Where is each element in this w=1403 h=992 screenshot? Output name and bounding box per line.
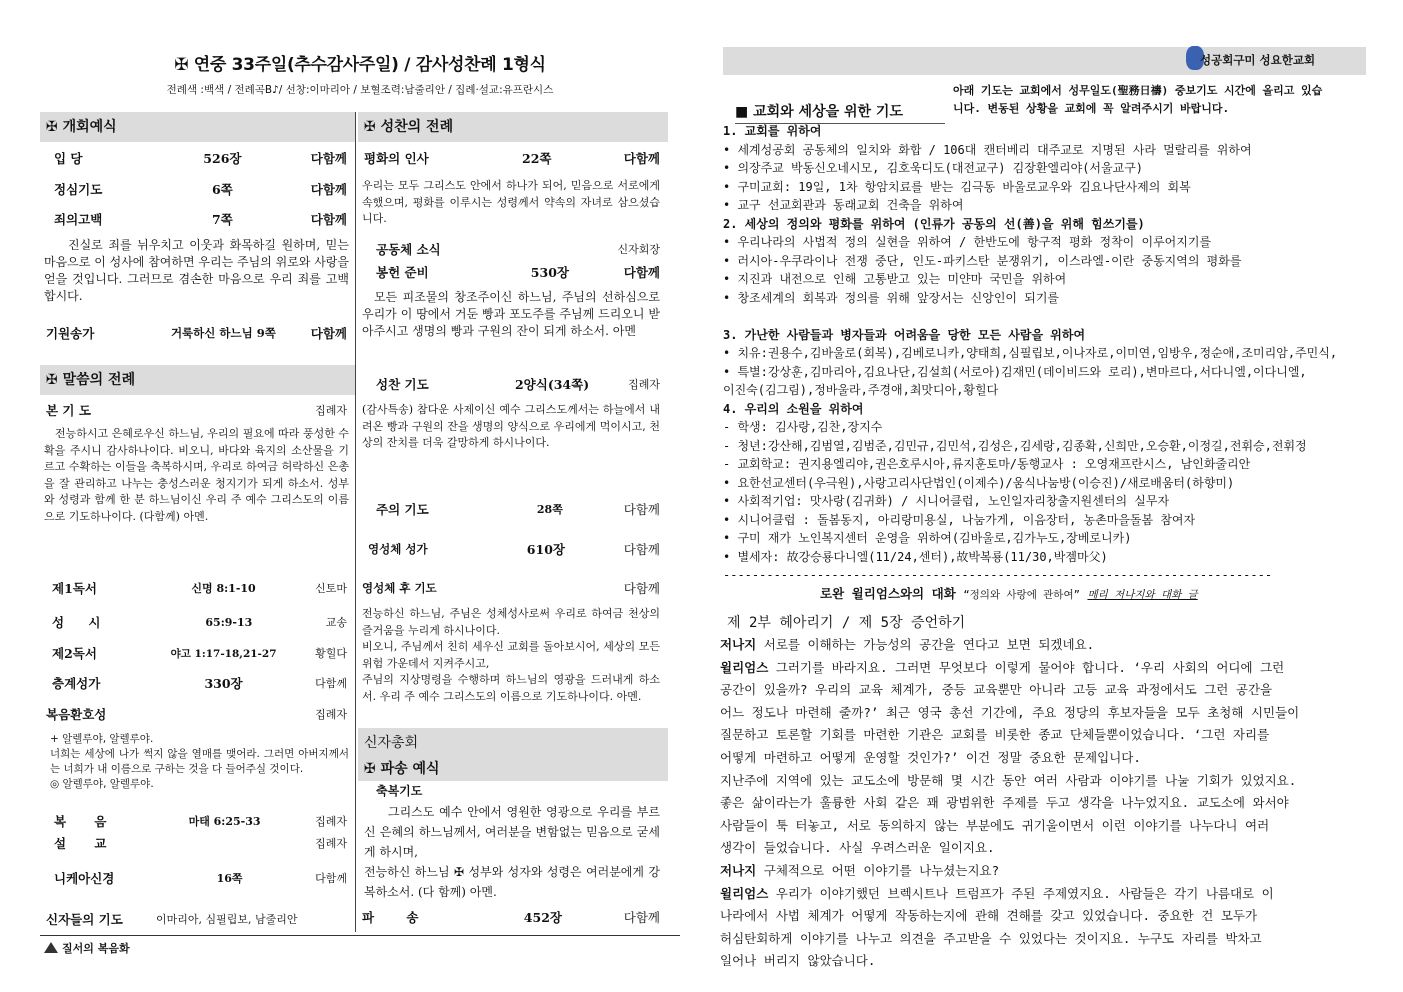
dialog-sentence: 나라에서 사법 체계가 어떻게 작동하는지에 관해 견해를 갖고 있었습니다. 중요한 건 모두가 xyxy=(720,908,1258,924)
intercession-line xyxy=(723,307,1371,326)
blessing-label: 축복기도 xyxy=(376,784,423,798)
dialog-sentence: 질문하고 토론할 기회를 마련한 기관은 교회를 비롯한 종교 단체들뿐이었습니다. ‘그런 자리를 xyxy=(720,727,1270,743)
dialog-sentence: 어떻게 마련하고 어떻게 운영할 것인가?’ 이건 정말 중요한 문제입니다. xyxy=(720,749,1141,765)
dialog-line xyxy=(720,905,1370,928)
gospel-row: 복 음 마태 6:25-33 집례자 xyxy=(54,814,347,829)
dialog-sentence: 서로를 이해하는 가능성의 공간을 연다고 보면 되겠네요. xyxy=(756,637,1095,652)
dialog-sentence: 구체적으로 어떤 이야기를 나누셨는지요? xyxy=(756,862,1000,878)
dialog-sentence: 일어나 버리지 않았습니다. xyxy=(720,953,876,969)
dialog-line xyxy=(720,770,1370,793)
dialog-sentence: 사람들이 툭 터놓고, 서로 동의하지 않는 부분에도 귀기울이면서 이런 이야기를 나누다니 여러 xyxy=(720,817,1270,833)
footer-motto: 질서의 복음화 xyxy=(44,940,130,956)
intercession-line: • 우리나라의 사법적 정의 실현을 위하여 / 한반도에 항구적 평화 정착이 이루어지기를 xyxy=(723,235,1212,249)
alleluia-row: 복음환호성 집례자 xyxy=(46,707,347,722)
communion-hymn-row: 영성체 성가 610장 다함께 xyxy=(368,542,660,557)
second-reading-row: 제2독서 야고 1:17-18,21-27 황힐다 xyxy=(52,646,347,661)
dialog-line xyxy=(720,792,1370,815)
prayer-notice: 아래 기도는 교회에서 성무일도(聖務日禱) 중보기도 시간에 올리고 있습 니다. 변동된 상황을 교회에 꼭 알려주시기 바랍니다. xyxy=(953,84,1323,115)
dialog-line xyxy=(720,815,1370,838)
dialog-line xyxy=(720,950,1370,973)
intercession-line: • 세계성공회 공동체의 일치와 화합 / 106대 캔터베리 대주교로 지명된 사라 멀랄리를 위하여 xyxy=(723,142,1252,157)
dialog-line xyxy=(720,837,1370,860)
intercession-line: • 요한선교센터(우극원),사랑고리사단법인(이제수)/움식나눔방(이승진)/새로배움터(하향미) xyxy=(723,475,1235,490)
speaker-name: 윌리엄스 xyxy=(720,659,769,675)
blessing-text: 그리스도 예수 안에서 영원한 영광으로 우리를 부르신 은혜의 하느님께서, 여러분을 변함없는 믿음으로 굳세게 하시며, 전능하신 하느님 ✠ 성부와 성자와 성령은 여러분에게 강복하소서. (다 함께) 아멘. xyxy=(364,805,660,899)
intercession-line: • 치유:권용수,김바울로(회복),김베로니카,양태희,심필립보,이나자로,이미연,임방우,정순애,조미리암,주민식, xyxy=(723,346,1338,360)
opening-column xyxy=(40,112,356,932)
entrance-row: 입 당 526장 다함께 xyxy=(54,151,347,166)
eucharistic-prayer-row: 성찬 기도 2양식(34쪽) 집례자 xyxy=(376,377,660,392)
dialog-line xyxy=(720,679,1370,702)
dialog-line xyxy=(720,634,1370,657)
dialog-text xyxy=(720,634,1370,973)
peace-row: 평화의 인사 22쪽 다함께 xyxy=(364,151,660,166)
sermon-row: 설 교 집례자 xyxy=(54,836,347,851)
intercession-line: • 창조세계의 회복과 정의를 위해 앞장서는 신앙인이 되기를 xyxy=(723,290,1060,305)
sail-icon xyxy=(44,942,58,953)
dialog-line xyxy=(720,747,1370,770)
dialog-sentence: 생각이 들었습니다. 사실 우려스러운 일이지요. xyxy=(720,840,995,856)
chapter-title: 제 2부 헤아리기 / 제 5장 증언하기 xyxy=(727,615,966,631)
intercession-line: 4. 우리의 소원을 위하여 xyxy=(723,401,864,416)
intercession-line: • 구미 재가 노인복지센터 운영을 위하여(김바울로,김가누도,장베로니카) xyxy=(723,531,1132,545)
intercession-list xyxy=(723,122,1371,585)
dialog-heading: 로완 윌리엄스와의 대화 “정의와 사랑에 관하여” 메리 저나지와 대화 글 xyxy=(820,586,1198,601)
dismissal-rite-heading: ✠ 파송 예식 xyxy=(358,757,668,781)
intercession-line: - 교회학교: 권지용엘리야,권은호루시아,류지훈토마/동행교사 : 오영재프란시스, 남인화줄리안 xyxy=(723,457,1251,471)
liturgy-credits: 전례색 :백색 / 전례곡B♪/ 선창:이마리아 / 보혈조력:남줄리안 / 집례·설교:유프란시스 xyxy=(166,84,554,96)
speaker-name: 윌리엄스 xyxy=(720,885,769,901)
dismissal-row: 파 송 452장 다함께 xyxy=(362,910,660,925)
church-name: 성공회구미 성요한교회 xyxy=(1200,53,1316,67)
page-title: ✠ 연중 33주일(추수감사주일) / 감사성찬례 1형식 xyxy=(174,55,546,75)
word-liturgy-heading: ✠ 말씀의 전례 xyxy=(40,365,355,395)
eucharistic-prayer-text: (감사특송) 참다운 사제이신 예수 그리스도께서는 하늘에서 내려온 빵과 구원의 잔을 생명의 양식으로 우리에게 먹이시고, 천상의 잔치를 더욱 갈망하게 하시나이다. xyxy=(362,403,660,449)
notices-row: 공동체 소식 신자회장 xyxy=(376,242,660,257)
intercession-line: 1. 교회를 위하여 xyxy=(723,124,822,138)
intercession-line: • 지진과 내전으로 인해 고통받고 있는 미얀마 국민을 위하여 xyxy=(723,272,1067,286)
collect-for-purity-row: 정심기도 6쪽 다함께 xyxy=(54,182,347,197)
collect-row: 본 기 도 집례자 xyxy=(46,403,347,418)
page-divider xyxy=(40,935,680,936)
gloria-row: 기원송가 거룩하신 하느님 9쪽 다함께 xyxy=(46,326,347,341)
intercession-line: 3. 가난한 사람들과 병자들과 어려움을 당한 모든 사람을 위하여 xyxy=(723,327,1086,342)
offertory-text: 모든 피조물의 창조주이신 하느님, 주님의 선하심으로 우리가 이 땅에서 거둔 빵과 포도주를 주님께 드리오니 받아주시고 생명의 빵과 구원의 잔이 되게 하소서. 아멘 xyxy=(362,290,660,338)
collect-text: 전능하시고 은혜로우신 하느님, 우리의 필요에 따라 풍성한 수확을 주시니 감사하나이다. 비오니, 바다와 육지의 소산물을 기르고 수확하는 이들을 축복하시며, 우리로 하여금 허락하신 은총을 잘 관리하고 나누는 충성스러운 청지기가 되게 하소서. 성부와 성령과 함께 한 분 하느님이신 우리 주 예수 그리스도의 이름으로 기도하나이다. (다함께) 아멘. xyxy=(44,427,349,523)
intercession-line: • 교구 선교회관과 동래교회 건축을 위하여 xyxy=(723,198,964,212)
intercession-line: • 의장주교 박동신오네시모, 김호욱디도(대전교구) 김장환엘리야(서울교구) xyxy=(723,161,1144,175)
dialog-line xyxy=(720,928,1370,951)
dialog-line xyxy=(720,724,1370,747)
intercession-line: • 특별:강상훈,김마리아,김요나단,김설희(서로아)김재민(데이비드와 로리),변마르다,서다니엘,이다니엘, xyxy=(723,364,1307,379)
gradual-row: 층계성가 330장 다함께 xyxy=(52,676,347,691)
intercession-line: • 사회적기업: 맛사랑(김귀화) / 시니어클럽, 노인일자리창출지원센터의 실무자 xyxy=(723,494,1170,508)
eucharist-heading: ✠ 성찬의 전례 xyxy=(358,112,668,142)
confession-row: 죄의고백 7쪽 다함께 xyxy=(54,212,347,227)
speaker-name: 저나지 xyxy=(720,637,757,652)
dialog-sentence: 좋은 삶이라는가 훌륭한 사회 같은 꽤 광범위한 주제를 두고 생각을 나누었지요. 교도소에 와서야 xyxy=(720,795,1289,811)
parish-meeting-heading: 신자총회 xyxy=(358,728,668,758)
dialog-line xyxy=(720,657,1370,680)
eucharist-column xyxy=(358,112,668,932)
intercession-line: • 구미교회: 19일, 1차 항암치료를 받는 김극동 바울로교우와 김요나단사제의 회복 xyxy=(723,179,1191,194)
dialog-sentence: 허심탄회하게 이야기를 나누고 의견을 주고받을 수 있었다는 것이지요. 누구도 자리를 박차고 xyxy=(720,930,1262,946)
intercession-line: • 러시아-우쿠라이나 전쟁 중단, 인도-파키스탄 분쟁위기, 이스라엘-이란 중동지역의 평화를 xyxy=(723,253,1242,268)
lords-prayer-row: 주의 기도 28쪽 다함께 xyxy=(376,502,660,517)
peace-text: 우리는 모두 그리스도 안에서 하나가 되어, 믿음으로 서로에게 속했으며, 평화를 이루시는 성령께서 약속의 자녀로 삼으셨습니다. xyxy=(362,179,660,225)
dialog-line xyxy=(720,702,1370,725)
opening-rite-heading: ✠ 개회예식 xyxy=(40,112,355,142)
post-communion-row: 영성체 후 기도 다함께 xyxy=(362,581,660,596)
dialog-sentence: 그러기를 바라지요. 그러면 무엇보다 이렇게 물어야 합니다. ‘우리 사회의 어디에 그런 xyxy=(768,659,1285,675)
dialog-line xyxy=(720,883,1370,906)
intercession-line: - 학생: 김사랑,김찬,장지수 xyxy=(723,420,883,434)
nicene-creed-row: 니케아신경 16쪽 다함께 xyxy=(54,871,347,886)
intercession-title: ■ 교회와 세상을 위한 기도 xyxy=(735,101,945,124)
intercession-line: • 별세자: 故강승룡다니엘(11/24,센터),故박복룡(11/30,박젬마父) xyxy=(723,549,1108,564)
speaker-name: 저나지 xyxy=(720,862,757,878)
post-communion-text: 전능하신 하느님, 주님은 성체성사로써 우리로 하여금 천상의 즐거움을 누리게 하시나이다. 비오니, 주님께서 친히 세우신 교회를 돌아보시어, 세상의 모든 위험 가운데서 지켜주시고, 주님의 지상명령을 수행하며 하느님의 영광을 드러내게 하소서. 우리 주 예수 그리스도의 이름으로 기도하나이다. 아멘. xyxy=(362,607,660,703)
dialog-sentence: 지난주에 지역에 있는 교도소에 방문해 몇 시간 동안 여러 사람과 이야기를 나눌 기회가 있었지요. xyxy=(720,772,1297,788)
dialog-sentence: 공간이 있을까? 우리의 교육 체계가, 중등 교육뿐만 아니라 고등 교육 과정에서도 그런 공간을 xyxy=(720,682,1273,698)
intercession-line: ---------------------------------------------------------------------------- xyxy=(723,568,1273,582)
intercession-line: • 시니어클럽 : 돌봄동지, 아리랑미용실, 나눔가게, 이음장터, 농촌마을돌봄 참여자 xyxy=(723,512,1196,527)
intercession-line: 이진숙(김그림),정바울라,주경애,최맛디아,황힐다 xyxy=(723,383,999,397)
dialog-sentence: 우리가 이야기했던 브렉시트나 트럼프가 주된 주제였지요. 사람들은 각기 나름대로 이 xyxy=(768,885,1274,901)
prayers-of-people-row: 신자들의 기도 이마리아, 심필립보, 남줄리안 xyxy=(46,912,298,927)
alleluia-text: + 알렐루야, 알렐루야. 너희는 세상에 나가 썩지 않을 열매를 맺어라. 그러면 아버지께서는 너희가 내 이름으로 구하는 것을 다 들어주실 것이다. ◎ 알렐루야, 알렐루야. xyxy=(50,733,349,790)
offertory-row: 봉헌 준비 530장 다함께 xyxy=(376,265,660,280)
dialog-line xyxy=(720,860,1370,883)
intercession-line: - 청년:강산해,김범열,김범준,김민규,김민석,김성은,김세랑,김종확,신희만,오승환,이정길,전휘승,전휘정 xyxy=(723,438,1307,453)
first-reading-row: 제1독서 신명 8:1-10 신토마 xyxy=(52,581,347,596)
dialog-sentence: 어느 정도나 마련해 줄까?’ 최근 영국 총선 기간에, 주요 정당의 후보자들을 모두 초청해 시민들이 xyxy=(720,704,1300,720)
confession-text: 진실로 죄를 뉘우치고 이웃과 화목하길 원하며, 믿는 마음으로 이 성사에 참여하면 우리는 주님의 위로와 사랑을 얻을 것입니다. 그러므로 겸손한 마음으로 우리 죄를 고백합시다. xyxy=(44,238,349,303)
psalm-row: 성 시 65:9-13 교송 xyxy=(52,615,347,630)
intercession-line: 2. 세상의 정의와 평화를 위하여 (인류가 공동의 선(善)을 위해 힘쓰기를) xyxy=(723,216,1145,231)
